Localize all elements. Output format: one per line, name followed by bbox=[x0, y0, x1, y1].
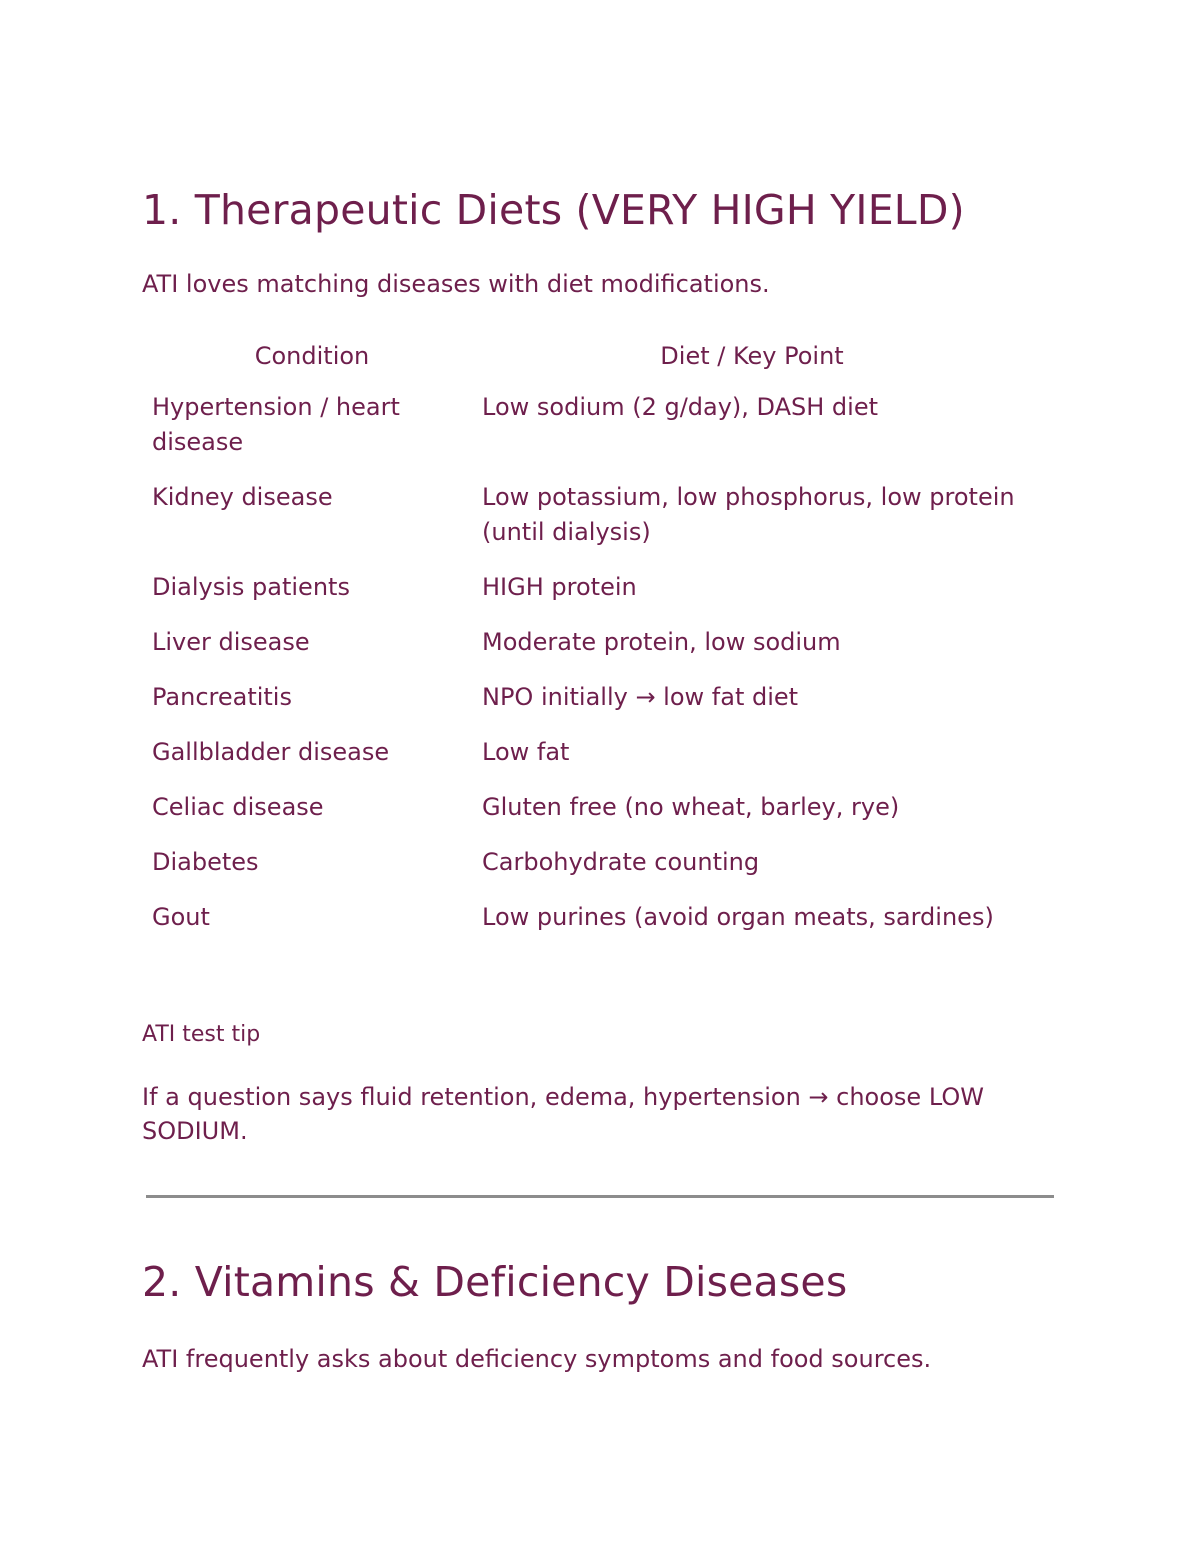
diet-table bbox=[142, 338, 1022, 955]
table-row bbox=[142, 625, 1022, 680]
table-row bbox=[142, 845, 1022, 900]
diet-cell: Low potassium, low phosphorus, low protein (until dialysis) bbox=[482, 483, 1015, 546]
table-row bbox=[142, 570, 1022, 625]
diet-cell: NPO initially → low fat diet bbox=[482, 683, 799, 711]
condition-cell: Diabetes bbox=[152, 848, 259, 876]
test-tip-label: ATI test tip bbox=[142, 1022, 261, 1047]
table-row bbox=[142, 735, 1022, 790]
diet-cell: Carbohydrate counting bbox=[482, 848, 760, 876]
diet-cell: Low purines (avoid organ meats, sardines) bbox=[482, 903, 994, 931]
table-row bbox=[142, 480, 1022, 570]
condition-cell: Gout bbox=[152, 903, 210, 931]
table-header-row bbox=[142, 338, 1022, 390]
condition-cell: Kidney disease bbox=[152, 483, 333, 511]
condition-cell: Pancreatitis bbox=[152, 683, 292, 711]
condition-cell: Liver disease bbox=[152, 628, 310, 656]
condition-cell: Hypertension / heart disease bbox=[152, 393, 400, 456]
table-row bbox=[142, 390, 1022, 480]
table-row bbox=[142, 900, 1022, 955]
section-divider bbox=[146, 1195, 1054, 1198]
test-tip-text: If a question says fluid retention, edema, hypertension → choose LOW SODIUM. bbox=[142, 1083, 984, 1145]
condition-cell: Celiac disease bbox=[152, 793, 324, 821]
diet-cell: Low sodium (2 g/day), DASH diet bbox=[482, 393, 879, 421]
condition-cell: Dialysis patients bbox=[152, 573, 350, 601]
header-diet: Diet / Key Point bbox=[660, 342, 844, 370]
section-1-heading: 1. Therapeutic Diets (VERY HIGH YIELD) bbox=[142, 186, 965, 234]
diet-cell: Gluten free (no wheat, barley, rye) bbox=[482, 793, 900, 821]
section-2-heading: 2. Vitamins & Deficiency Diseases bbox=[142, 1258, 848, 1306]
table-row bbox=[142, 680, 1022, 735]
condition-cell: Gallbladder disease bbox=[152, 738, 390, 766]
diet-cell: HIGH protein bbox=[482, 573, 637, 601]
section-2-intro: ATI frequently asks about deficiency symptoms and food sources. bbox=[142, 1345, 932, 1373]
section-1-intro: ATI loves matching diseases with diet modifications. bbox=[142, 270, 770, 298]
diet-cell: Moderate protein, low sodium bbox=[482, 628, 841, 656]
table-row bbox=[142, 790, 1022, 845]
diet-cell: Low fat bbox=[482, 738, 570, 766]
header-condition: Condition bbox=[254, 342, 370, 370]
